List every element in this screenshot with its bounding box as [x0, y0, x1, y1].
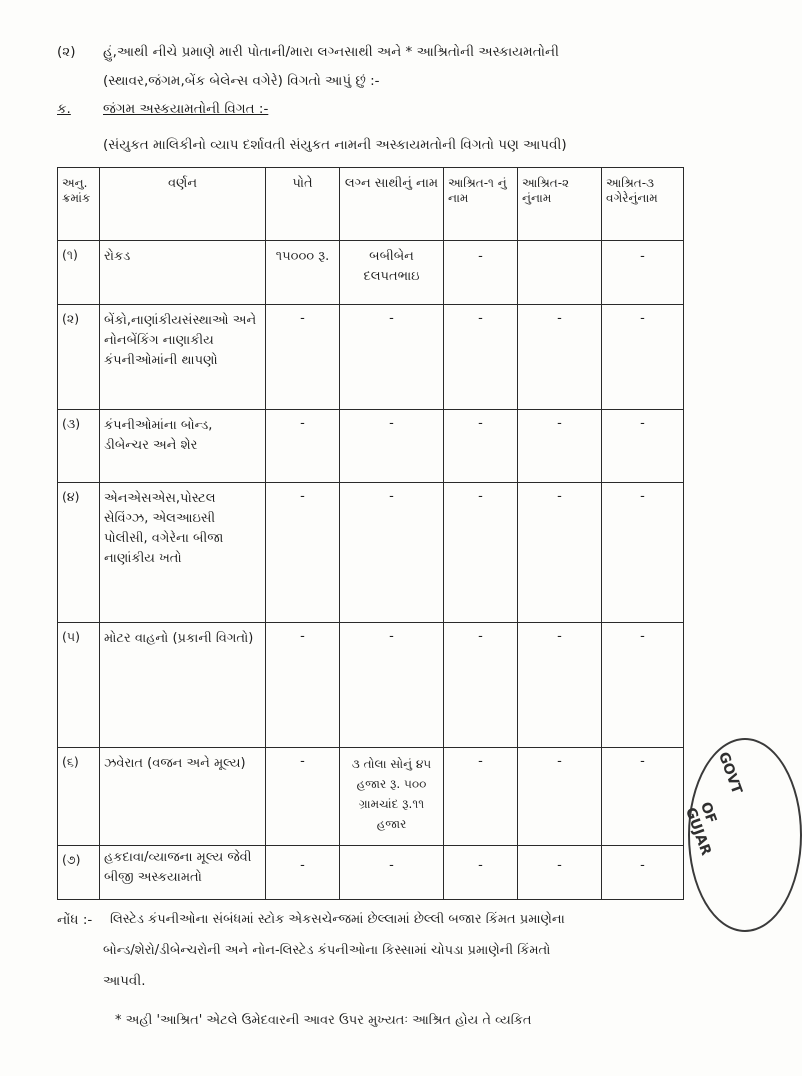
note-label: નોંધ :- [57, 912, 93, 928]
note-line-1: લિસ્ટેડ કંપનીઓના સંબંધમાં સ્ટોક એકસચેન્જમાં છેલ્લામાં છેલ્લી બજાર કિંમત પ્રમાણેના [110, 912, 565, 927]
row-self: - [266, 410, 340, 483]
row-dependent-2 [518, 241, 602, 305]
section-number: (૨) [57, 44, 76, 60]
row-description: ઝવેરાત (વજન અને મૂલ્ય) [100, 748, 266, 846]
sub-title: જંગમ અસ્કયામતોની વિગત :- [103, 101, 269, 117]
header-dependent-2: આશ્રિત-૨ નુંનામ [518, 168, 602, 241]
row-spouse: - [340, 305, 444, 410]
row-dependent-1: - [444, 241, 518, 305]
row-dependent-3: - [602, 241, 684, 305]
row-number: (૬) [58, 748, 100, 846]
footnote: * અહી 'આશ્રિત' એટલે ઉમેદવારની આવર ઉપર મુખ્યતઃ આશ્રિત હોય તે વ્યકિત [115, 1013, 532, 1028]
header-self: પોતે [266, 168, 340, 241]
row-self: - [266, 623, 340, 748]
row-self: - [266, 748, 340, 846]
row-self: ૧૫૦૦૦ રૂ. [266, 241, 340, 305]
row-number: (૩) [58, 410, 100, 483]
table-row [58, 846, 684, 900]
row-spouse: - [340, 483, 444, 623]
row-description: બેંકો,નાણાંકીયસંસ્થાઓ અને નોનબેંકિંગ નાણાકીય કંપનીઓમાંની થાપણો [100, 305, 266, 410]
row-number: (૭) [58, 846, 100, 900]
table-row [58, 483, 684, 623]
row-dependent-1: - [444, 846, 518, 900]
row-dependent-3: - [602, 846, 684, 900]
intro-line-2: (સ્થાવર,જંગમ,બેંક બેલેન્સ વગેરે) વિગતો આપું છું :- [103, 73, 380, 89]
row-spouse: - [340, 846, 444, 900]
header-description: વર્ણન [100, 168, 266, 241]
table-row [58, 623, 684, 748]
row-self: - [266, 305, 340, 410]
seal-text-govt: GOVT [714, 750, 745, 797]
table-row [58, 241, 684, 305]
row-dependent-2: - [518, 846, 602, 900]
movable-assets-table [57, 167, 684, 900]
header-dependent-3: આશ્રિત-૩ વગેરેનુંનામ [602, 168, 684, 241]
row-dependent-1: - [444, 305, 518, 410]
row-dependent-1: - [444, 623, 518, 748]
row-dependent-3: - [602, 483, 684, 623]
row-description: રોકડ [100, 241, 266, 305]
row-dependent-2: - [518, 305, 602, 410]
row-description: હકદાવા/વ્યાજના મૂલ્ય જેવી બીજી અસ્કયામતો [100, 846, 266, 900]
row-dependent-2: - [518, 748, 602, 846]
row-number: (૪) [58, 483, 100, 623]
row-dependent-3: - [602, 748, 684, 846]
row-dependent-1: - [444, 748, 518, 846]
row-self: - [266, 483, 340, 623]
row-description: મોટર વાહનો (પ્રકાની વિગતો) [100, 623, 266, 748]
table-header-row [58, 168, 684, 241]
row-dependent-1: - [444, 410, 518, 483]
row-number: (૧) [58, 241, 100, 305]
row-description: કંપનીઓમાંના બોન્ડ, ડીબેન્ચર અને શેર [100, 410, 266, 483]
seal-text-gujarat: OF GUJAR [681, 800, 720, 858]
row-dependent-2: - [518, 483, 602, 623]
note-line-2: બોન્ડ/શેરો/ડીબેન્ચરોની અને નોન-લિસ્ટેડ કંપનીઓના કિસ્સામાં ચોપડા પ્રમાણેની કિંમતો [103, 943, 551, 958]
header-serial: અનુ. ક્રમાંક [58, 168, 100, 241]
table-row [58, 305, 684, 410]
sub-label: ક. [57, 101, 71, 117]
row-number: (૨) [58, 305, 100, 410]
header-spouse: લગ્ન સાથીનું નામ [340, 168, 444, 241]
row-spouse: ૩ તોલા સોનું ૪૫ હજાર રૂ. ૫૦૦ ગ્રામચાંદ રૂ.૧૧ હજાર [340, 748, 444, 846]
row-dependent-3: - [602, 305, 684, 410]
table-row [58, 748, 684, 846]
table-row [58, 410, 684, 483]
row-spouse: બબીબેન દલપતભાઇ [340, 241, 444, 305]
row-number: (૫) [58, 623, 100, 748]
joint-ownership-note: (સંયુકત માલિકીનો વ્યાપ દર્શાવતી સંયુકત નામની અસ્કાયમતોની વિગતો પણ આપવી) [103, 137, 567, 153]
header-dependent-1: આશ્રિત-૧ નું નામ [444, 168, 518, 241]
row-self: - [266, 846, 340, 900]
row-description: એનએસએસ,પોસ્ટલ સેવિંગ્ઝ, એલઆઇસી પોલીસી, વગેરેના બીજા નાણાંકીય ખતો [100, 483, 266, 623]
row-dependent-1: - [444, 483, 518, 623]
row-dependent-3: - [602, 410, 684, 483]
row-dependent-2: - [518, 623, 602, 748]
row-dependent-2: - [518, 410, 602, 483]
row-spouse: - [340, 623, 444, 748]
row-spouse: - [340, 410, 444, 483]
note-line-3: આપવી. [103, 973, 146, 989]
row-dependent-3: - [602, 623, 684, 748]
intro-line-1: હું,આથી નીચે પ્રમાણે મારી પોતાની/મારા લગ્નસાથી અને * આશ્રિતોની અસ્કાયમતોની [103, 44, 559, 60]
